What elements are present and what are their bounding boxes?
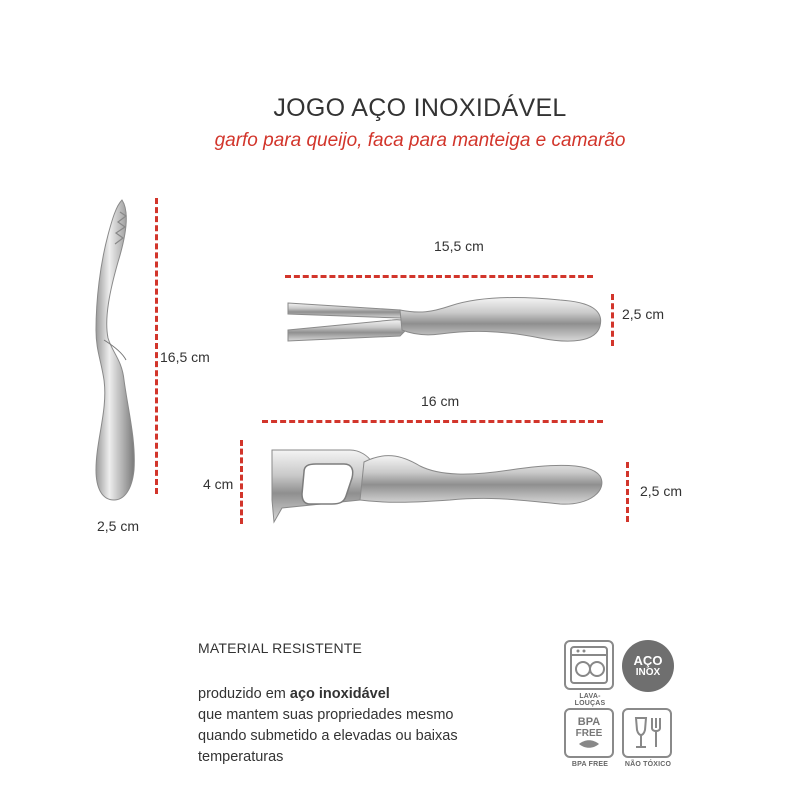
description-line4: temperaturas: [198, 749, 284, 765]
page-subtitle: garfo para queijo, faca para manteiga e camarão: [214, 130, 626, 151]
description-line1-prefix: produzido em: [198, 686, 290, 702]
steel-top-text: AÇO: [633, 653, 663, 668]
glass-fork-icon: [622, 708, 672, 758]
spreader-length-line: [262, 420, 603, 423]
spreader-blade-line: [240, 440, 243, 524]
steel-icon: [622, 640, 674, 692]
butter-spreader: [272, 450, 602, 522]
bpa-bottom-text: FREE: [575, 728, 603, 739]
knife-height-line: [155, 198, 158, 494]
dishwasher-label: LAVA-LOUÇAS: [574, 693, 606, 707]
fork-length-line: [285, 275, 593, 278]
material-description: [198, 684, 538, 768]
description-line3: quando submetido a elevadas ou baixas: [198, 728, 458, 744]
steel-bottom-text: INOX: [635, 667, 661, 678]
spreader-handle-label: 2,5 cm: [640, 483, 683, 499]
nontoxic-label: NÃO TÓXICO: [624, 761, 672, 768]
knife-height-label: 16,5 cm: [160, 349, 210, 365]
bpa-top-text: BPA: [577, 716, 601, 728]
spreader-length-label: 16 cm: [421, 393, 460, 409]
fork-handle-line: [611, 294, 614, 346]
knife-width-label: 2,5 cm: [97, 518, 140, 534]
page-title: JOGO AÇO INOXIDÁVEL: [273, 94, 567, 122]
bpa-free-badge: [564, 708, 616, 768]
description-line1-bold: aço inoxidável: [289, 686, 390, 702]
shrimp-knife: [96, 200, 134, 500]
bpa-label: BPA FREE: [571, 761, 609, 768]
dishwasher-icon: [564, 640, 614, 690]
fork-length-label: 15,5 cm: [434, 238, 484, 254]
spreader-blade-label: 4 cm: [203, 476, 234, 492]
fork-handle-label: 2,5 cm: [622, 306, 665, 322]
steel-badge: [622, 640, 676, 692]
material-heading: MATERIAL RESISTENTE: [198, 640, 363, 656]
dishwasher-badge: [564, 640, 616, 707]
bpa-icon: [564, 708, 614, 758]
leaf-icon: [577, 739, 601, 749]
nontoxic-badge: [622, 708, 674, 768]
cheese-fork: [288, 298, 601, 342]
description-line2: que mantem suas propriedades mesmo: [198, 707, 454, 723]
spreader-handle-line: [626, 462, 629, 522]
